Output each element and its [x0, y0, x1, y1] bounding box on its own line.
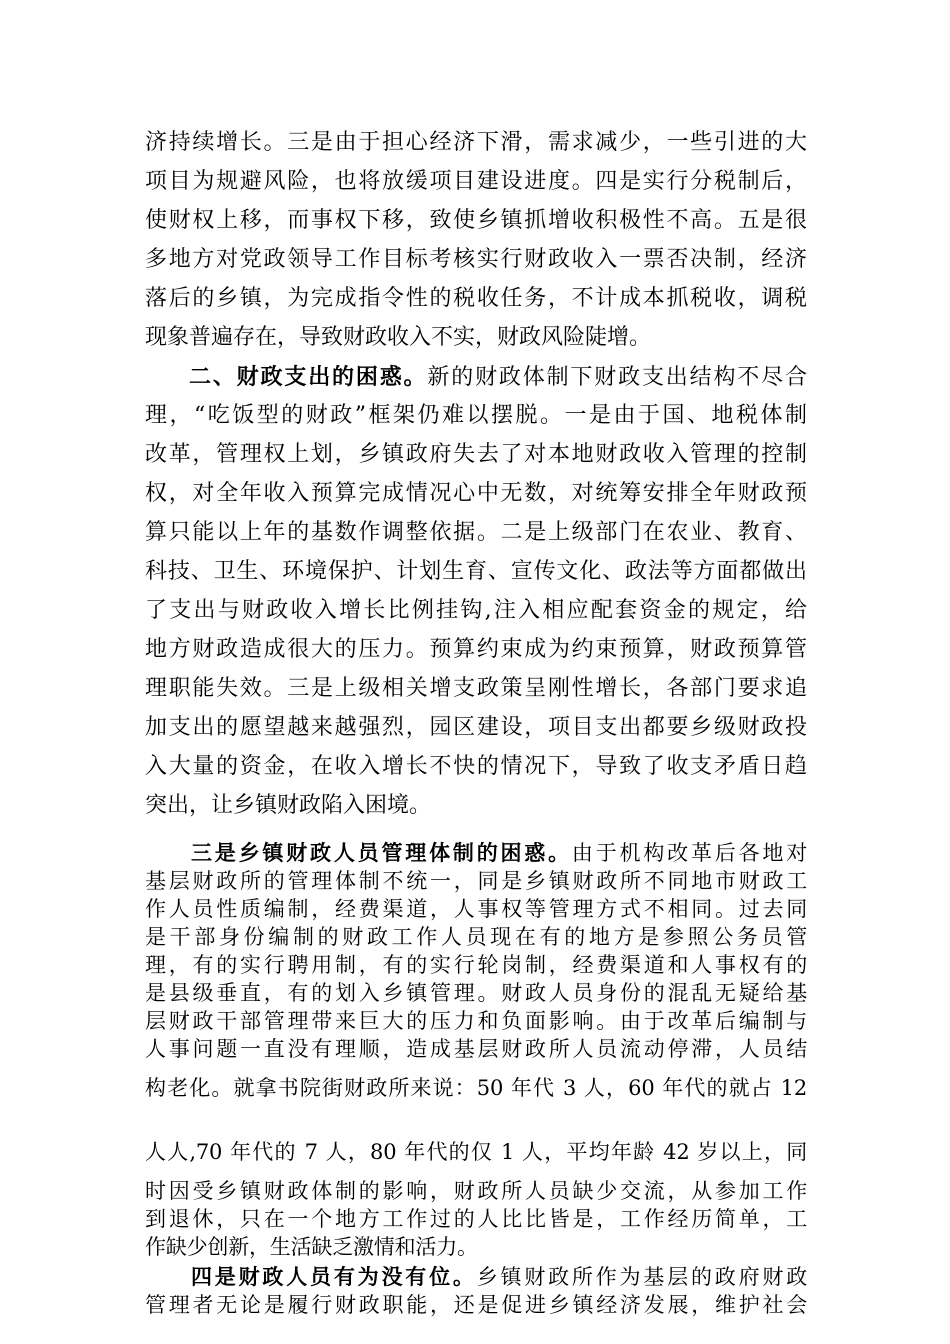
- text-line: 是县级垂直，有的划入乡镇管理。财政人员身份的混乱无疑给基: [145, 981, 807, 1005]
- paragraph-first-line: [191, 838, 807, 868]
- text-line: 人事问题一直没有理顺，造成基层财政所人员流动停滞，人员结: [145, 1037, 807, 1061]
- text-line: 多地方对党政领导工作目标考核实行财政收入一票否决制，经济: [145, 247, 807, 272]
- text-line: 算只能以上年的基数作调整依据。二是上级部门在农业、教育、: [145, 520, 807, 545]
- text-line: 了支出与财政收入增长比例挂钩,注入相应配套资金的规定，给: [145, 598, 807, 623]
- section-heading: 三是乡镇财政人员管理体制的困惑。: [191, 840, 572, 865]
- text-line: 是干部身份编制的财政工作人员现在有的地方是参照公务员管: [145, 925, 807, 949]
- section-heading: 二、财政支出的困惑。: [189, 364, 428, 390]
- text-line: 入大量的资金，在收入增长不快的情况下，导致了收支矛盾日趋: [145, 754, 807, 779]
- text-span: 由于机构改革后各地对: [571, 841, 807, 865]
- text-line: 时因受乡镇财政体制的影响，财政所人员缺少交流，从参加工作: [145, 1179, 807, 1203]
- text-line: 现象普遍存在，导致财政收入不实，财政风险陡增。: [145, 325, 652, 350]
- text-line: 管理者无论是履行财政职能，还是促进乡镇经济发展，维护社会: [145, 1293, 807, 1317]
- text-line: 项目为规避风险，也将放缓项目建设进度。四是实行分税制后，: [145, 169, 807, 194]
- text-line: 科技、卫生、环境保护、计划生育、宣传文化、政法等方面都做出: [145, 559, 807, 584]
- text-line: 使财权上移，而事权下移，致使乡镇抓增收积极性不高。五是很: [145, 208, 807, 233]
- text-line: 层财政干部管理带来巨大的压力和负面影响。由于改革后编制与: [145, 1009, 807, 1033]
- text-line: 落后的乡镇，为完成指令性的税收任务，不计成本抓税收，调税: [145, 286, 807, 311]
- text-line: 改革，管理权上划，乡镇政府失去了对本地财政收入管理的控制: [145, 442, 807, 467]
- text-line: 加支出的愿望越来越强烈，园区建设，项目支出都要乡级财政投: [145, 715, 807, 740]
- text-line: 理，有的实行聘用制，有的实行轮岗制，经费渠道和人事权有的: [145, 953, 807, 977]
- text-line: 人人,70 年代的 7 人，80 年代的仅 1 人，平均年龄 42 岁以上，同: [145, 1140, 807, 1164]
- text-span: 乡镇财政所作为基层的政府财政: [476, 1265, 807, 1289]
- text-line: 济持续增长。三是由于担心经济下滑，需求减少，一些引进的大: [145, 130, 807, 155]
- text-line: 到退休，只在一个地方工作过的人比比皆是，工作经历简单，工: [145, 1207, 807, 1231]
- text-line: 作人员性质编制，经费渠道，人事权等管理方式不相同。过去同: [145, 897, 807, 921]
- text-line: 作缺少创新，生活缺乏激情和活力。: [145, 1235, 478, 1259]
- paragraph-first-line: [191, 1262, 807, 1292]
- text-line: 理，“吃饭型的财政”框架仍难以摆脱。一是由于国、地税体制: [145, 403, 807, 428]
- text-line: 地方财政造成很大的压力。预算约束成为约束预算，财政预算管: [145, 637, 807, 662]
- text-span: 新的财政体制下财政支出结构不尽合: [427, 365, 807, 390]
- text-line: 基层财政所的管理体制不统一，同是乡镇财政所不同地市财政工: [145, 869, 807, 893]
- paragraph-first-line: [189, 362, 807, 392]
- section-heading: 四是财政人员有为没有位。: [191, 1264, 477, 1289]
- text-line: 构老化。就拿书院街财政所来说：50 年代 3 人，60 年代的就占 12: [145, 1076, 807, 1100]
- text-line: 突出，让乡镇财政陷入困境。: [145, 793, 432, 818]
- text-line: 理职能失效。三是上级相关增支政策呈刚性增长，各部门要求追: [145, 676, 807, 701]
- text-line: 权，对全年收入预算完成情况心中无数，对统筹安排全年财政预: [145, 481, 807, 506]
